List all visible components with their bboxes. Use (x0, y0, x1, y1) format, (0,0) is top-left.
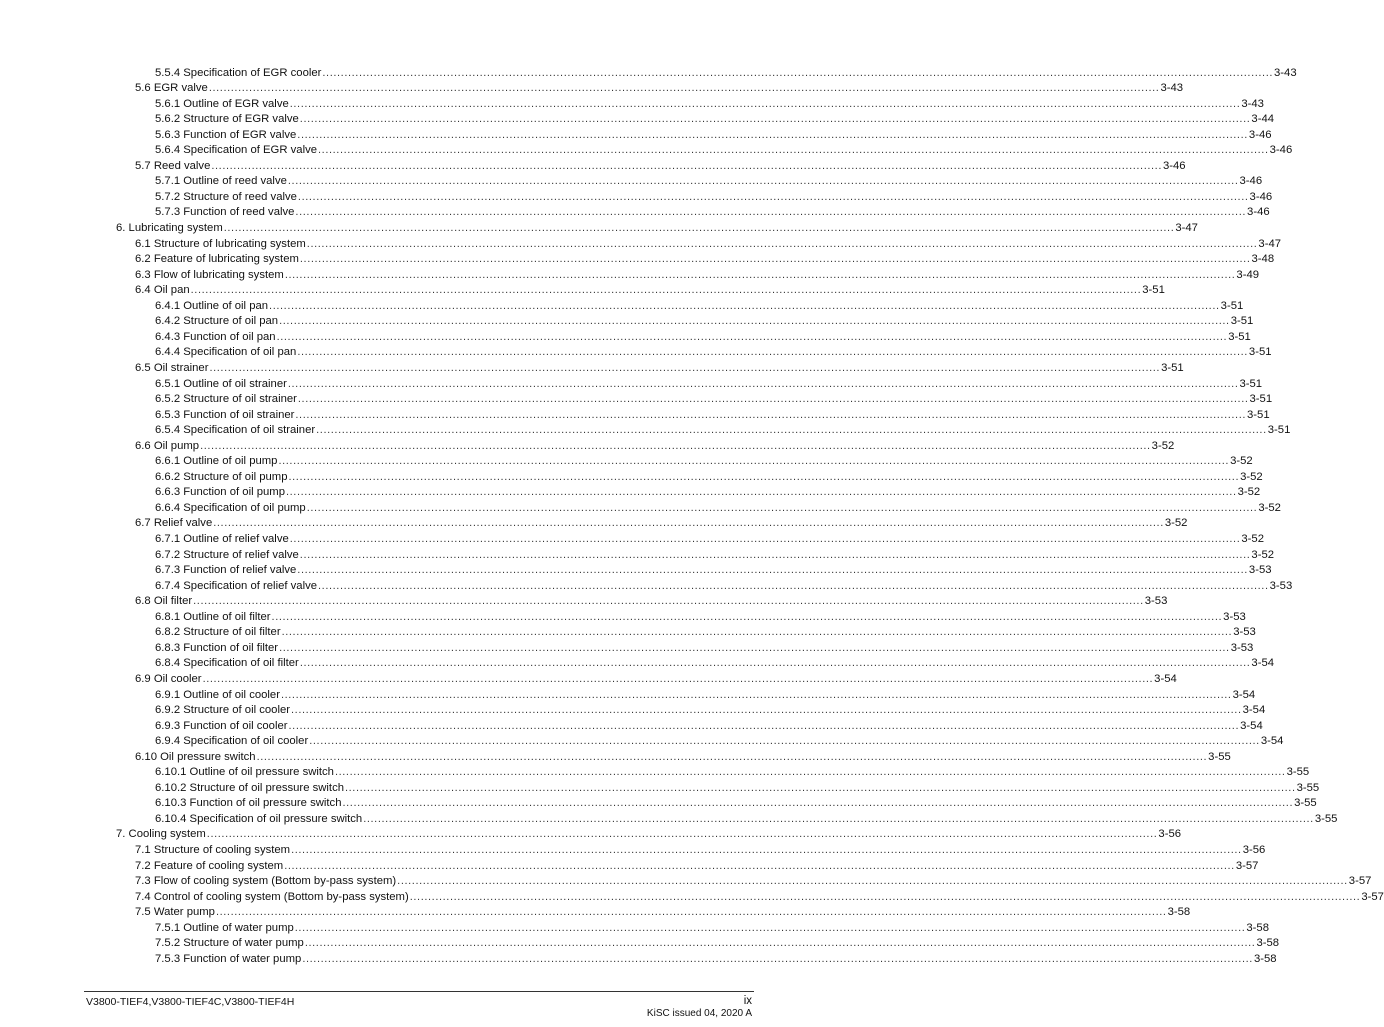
toc-entry-title: 6. Lubricating system (116, 222, 223, 234)
toc-leader-dots: .................................................................................................................................................................................................................................................................... (284, 859, 1235, 872)
toc-entry-page: 3-52 (1258, 501, 1281, 514)
toc-entry[interactable] (155, 795, 1317, 811)
toc-leader-dots: .................................................................................................................................................................................................................................................................... (299, 113, 1251, 126)
toc-entry-page: 3-55 (1314, 812, 1338, 825)
toc-entry-title: 6.5.4 Specification of oil strainer (155, 424, 316, 437)
toc-entry[interactable] (155, 562, 1272, 578)
toc-entry[interactable] (155, 608, 1246, 624)
toc-entry-page: 3-53 (1223, 610, 1246, 623)
toc-entry-title: 6.6 Oil pump (135, 439, 200, 452)
toc-leader-dots: .................................................................................................................................................................................................................................................................... (309, 735, 1260, 748)
toc-entry[interactable] (135, 437, 1175, 453)
toc-entry-title: 5.6.2 Structure of EGR valve (155, 113, 299, 126)
toc-entry-title: 6.4.2 Structure of oil pan (155, 315, 279, 328)
toc-leader-dots: .................................................................................................................................................................................................................................................................... (297, 393, 1249, 406)
toc-entry-page: 3-52 (1240, 470, 1263, 483)
toc-entry-page: 3-52 (1251, 548, 1275, 561)
toc-leader-dots: .................................................................................................................................................................................................................................................................... (409, 890, 1361, 903)
toc-entry-title: 6.8.3 Function of oil filter (155, 641, 279, 654)
toc-entry-page: 3-55 (1208, 750, 1231, 763)
toc-entry-page: 3-52 (1230, 455, 1253, 468)
toc-entry[interactable] (155, 297, 1244, 313)
toc-entry-page: 3-51 (1161, 361, 1184, 374)
toc-entry-title: 6.5.1 Outline of oil strainer (155, 377, 287, 390)
toc-entry-page: 3-57 (1361, 890, 1384, 903)
toc-leader-dots: .................................................................................................................................................................................................................................................................... (211, 159, 1162, 172)
toc-entry-title: 5.7.2 Structure of reed valve (155, 190, 297, 203)
toc-leader-dots: .................................................................................................................................................................................................................................................................... (306, 501, 1258, 514)
toc-entry-page: 3-53 (1269, 579, 1293, 592)
toc-entry-page: 3-51 (1230, 315, 1254, 328)
toc-entry[interactable] (155, 702, 1266, 718)
toc-leader-dots: .................................................................................................................................................................................................................................................................... (316, 424, 1267, 437)
toc-entry[interactable] (155, 624, 1256, 640)
toc-leader-dots: .................................................................................................................................................................................................................................................................... (223, 222, 1175, 234)
toc-entry-page: 3-43 (1274, 66, 1297, 79)
toc-entry-title: 6.7 Relief valve (135, 517, 213, 530)
toc-entry[interactable] (155, 639, 1254, 655)
toc-leader-dots: .................................................................................................................................................................................................................................................................... (280, 688, 1232, 701)
toc-entry[interactable] (155, 313, 1254, 329)
toc-entry-title: 6.1 Structure of lubricating system (135, 237, 306, 250)
footer-page-number: ix (743, 995, 752, 1007)
toc-entry-title: 5.7.3 Function of reed valve (155, 206, 295, 219)
toc-entry-page: 3-53 (1248, 564, 1272, 577)
toc-leader-dots: .................................................................................................................................................................................................................................................................... (397, 875, 1348, 888)
toc-leader-dots: .................................................................................................................................................................................................................................................................... (193, 595, 1144, 608)
toc-entry-page: 3-55 (1296, 781, 1320, 794)
toc-leader-dots: .................................................................................................................................................................................................................................................................... (281, 626, 1233, 639)
toc-entry-page: 3-58 (1167, 906, 1191, 919)
toc-entry[interactable] (135, 515, 1188, 531)
toc-entry[interactable] (155, 717, 1263, 733)
toc-entry-title: 6.5.3 Function of oil strainer (155, 408, 295, 421)
toc-entry[interactable] (155, 499, 1281, 515)
toc-entry-page: 3-56 (1158, 828, 1182, 841)
toc-entry-page: 3-54 (1260, 735, 1284, 748)
toc-leader-dots: .................................................................................................................................................................................................................................................................... (288, 719, 1240, 732)
toc-entry[interactable] (155, 546, 1275, 562)
toc-entry-page: 3-52 (1237, 486, 1261, 499)
toc-entry-title: 6.6.3 Function of oil pump (155, 486, 285, 499)
toc-entry-page: 3-48 (1251, 253, 1275, 266)
toc-entry-page: 3-46 (1249, 190, 1273, 203)
toc-entry-title: 6.9.1 Outline of oil cooler (155, 688, 280, 701)
toc-leader-dots: .................................................................................................................................................................................................................................................................... (318, 144, 1269, 157)
toc-entry-title: 6.10.4 Specification of oil pressure switch (155, 812, 363, 825)
toc-entry-title: 6.8 Oil filter (135, 595, 193, 608)
toc-entry-title: 6.6.2 Structure of oil pump (155, 470, 288, 483)
toc-entry-title: 6.7.2 Structure of relief valve (155, 548, 299, 561)
footer-models: V3800-TIEF4,V3800-TIEF4C,V3800-TIEF4H (86, 996, 295, 1008)
toc-entry-page: 3-54 (1251, 657, 1275, 670)
toc-leader-dots: .................................................................................................................................................................................................................................................................... (276, 330, 1228, 343)
toc-entry[interactable] (155, 655, 1275, 671)
toc-leader-dots: .................................................................................................................................................................................................................................................................... (299, 253, 1251, 266)
toc-entry-title: 6.10 Oil pressure switch (135, 750, 256, 763)
toc-entry-title: 6.2 Feature of lubricating system (135, 253, 299, 266)
toc-entry-page: 3-56 (1242, 844, 1266, 856)
toc-entry-page: 3-52 (1151, 439, 1175, 452)
toc-entry[interactable] (135, 80, 1184, 96)
toc-leader-dots: .................................................................................................................................................................................................................................................................... (200, 439, 1151, 452)
toc-entry-page: 3-52 (1241, 533, 1264, 545)
toc-leader-dots: .................................................................................................................................................................................................................................................................... (286, 486, 1237, 499)
toc-entry[interactable] (155, 484, 1261, 500)
toc-entry[interactable] (116, 220, 1198, 236)
toc-entry[interactable] (135, 873, 1372, 889)
toc-entry-title: 5.6.1 Outline of EGR valve (155, 97, 289, 110)
toc-leader-dots: .................................................................................................................................................................................................................................................................... (297, 128, 1248, 141)
toc-entry-title: 6.9.3 Function of oil cooler (155, 719, 288, 732)
footer-divider (84, 991, 754, 992)
toc-entry[interactable] (135, 359, 1184, 375)
toc-entry-title: 7.5 Water pump (135, 906, 215, 919)
toc-entry[interactable] (155, 935, 1280, 951)
toc-leader-dots: .................................................................................................................................................................................................................................................................... (287, 175, 1239, 188)
toc-entry-title: 6.7.3 Function of relief valve (155, 564, 297, 577)
toc-entry-page: 3-47 (1258, 237, 1282, 250)
toc-entry-title: 7.1 Structure of cooling system (135, 844, 291, 856)
toc-entry-page: 3-58 (1253, 952, 1277, 965)
toc-entry[interactable] (155, 422, 1291, 438)
toc-entry[interactable] (155, 328, 1251, 344)
toc-entry-title: 5.6.3 Function of EGR valve (155, 128, 297, 141)
toc-entry-page: 3-51 (1228, 330, 1251, 343)
toc-leader-dots: .................................................................................................................................................................................................................................................................... (287, 377, 1239, 390)
toc-entry-title: 6.4 Oil pan (135, 284, 190, 297)
toc-entry-title: 6.4.3 Function of oil pan (155, 330, 276, 343)
toc-leader-dots: .................................................................................................................................................................................................................................................................... (318, 579, 1269, 592)
toc-leader-dots: .................................................................................................................................................................................................................................................................... (291, 844, 1242, 856)
toc-leader-dots: .................................................................................................................................................................................................................................................................... (334, 766, 1286, 779)
toc-entry[interactable] (155, 810, 1338, 826)
toc-entry-page: 3-44 (1251, 113, 1275, 126)
toc-entry-page: 3-46 (1239, 175, 1263, 188)
toc-entry-title: 7. Cooling system (116, 828, 206, 841)
toc-entry-title: 6.3 Flow of lubricating system (135, 268, 284, 281)
toc-leader-dots: .................................................................................................................................................................................................................................................................... (345, 781, 1296, 794)
toc-entry[interactable] (155, 950, 1277, 966)
toc-leader-dots: .................................................................................................................................................................................................................................................................... (306, 237, 1258, 250)
toc-entry-title: 7.3 Flow of cooling system (Bottom by-pass system) (135, 875, 397, 888)
toc-leader-dots: .................................................................................................................................................................................................................................................................... (342, 797, 1294, 810)
toc-entry-page: 3-58 (1256, 937, 1280, 950)
toc-entry-title: 7.4 Control of cooling system (Bottom by-pass system) (135, 890, 409, 903)
toc-entry[interactable] (135, 266, 1260, 282)
toc-entry-page: 3-46 (1269, 144, 1293, 157)
toc-entry[interactable] (135, 282, 1165, 298)
toc-entry-title: 6.9.4 Specification of oil cooler (155, 735, 309, 748)
toc-entry-page: 3-54 (1154, 672, 1177, 685)
toc-entry-page: 3-46 (1248, 128, 1272, 141)
toc-entry-page: 3-53 (1233, 626, 1256, 639)
toc-entry[interactable] (155, 779, 1320, 795)
toc-entry-page: 3-52 (1164, 517, 1188, 530)
toc-leader-dots: .................................................................................................................................................................................................................................................................... (284, 268, 1236, 281)
toc-entry-title: 5.5.4 Specification of EGR cooler (155, 66, 322, 79)
toc-entry-page: 3-51 (1247, 408, 1270, 421)
toc-entry[interactable] (155, 733, 1284, 749)
toc-entry-page: 3-54 (1242, 704, 1266, 717)
toc-leader-dots: .................................................................................................................................................................................................................................................................... (297, 564, 1248, 577)
toc-entry[interactable] (155, 453, 1253, 469)
toc-entry-page: 3-51 (1220, 299, 1244, 312)
toc-entry[interactable] (155, 468, 1263, 484)
toc-leader-dots: .................................................................................................................................................................................................................................................................... (213, 517, 1164, 530)
toc-leader-dots: .................................................................................................................................................................................................................................................................... (256, 750, 1208, 763)
toc-entry-page: 3-49 (1236, 268, 1260, 281)
toc-entry-title: 6.10.1 Outline of oil pressure switch (155, 766, 334, 779)
toc-leader-dots: .................................................................................................................................................................................................................................................................... (299, 657, 1251, 670)
toc-leader-dots: .................................................................................................................................................................................................................................................................... (278, 455, 1230, 468)
toc-leader-dots: .................................................................................................................................................................................................................................................................... (302, 952, 1253, 965)
toc-leader-dots: .................................................................................................................................................................................................................................................................... (190, 284, 1142, 297)
toc-entry[interactable] (155, 406, 1270, 422)
toc-entry-page: 3-46 (1247, 206, 1270, 219)
toc-leader-dots: .................................................................................................................................................................................................................................................................... (294, 921, 1246, 934)
toc-leader-dots: .................................................................................................................................................................................................................................................................... (206, 828, 1158, 841)
toc-leader-dots: .................................................................................................................................................................................................................................................................... (202, 672, 1154, 685)
toc-entry[interactable] (116, 826, 1182, 842)
toc-entry-page: 3-54 (1240, 719, 1263, 732)
toc-entry-title: 6.10.3 Function of oil pressure switch (155, 797, 342, 810)
toc-entry[interactable] (155, 686, 1256, 702)
toc-entry-title: 6.5.2 Structure of oil strainer (155, 393, 297, 406)
toc-entry-page: 3-47 (1175, 222, 1198, 234)
toc-entry-title: 7.5.2 Structure of water pump (155, 937, 304, 950)
toc-entry[interactable] (135, 235, 1282, 251)
toc-entry-title: 5.6 EGR valve (135, 82, 208, 95)
toc-entry-page: 3-46 (1162, 159, 1186, 172)
toc-entry-title: 6.8.4 Specification of oil filter (155, 657, 299, 670)
toc-entry[interactable] (135, 842, 1266, 858)
toc-entry-page: 3-54 (1232, 688, 1256, 701)
toc-leader-dots: .................................................................................................................................................................................................................................................................... (297, 190, 1249, 203)
toc-entry-page: 3-53 (1144, 595, 1168, 608)
footer-issued: KiSC issued 04, 2020 A (646, 1008, 752, 1019)
toc-entry-page: 3-53 (1230, 641, 1254, 654)
toc-entry-page: 3-57 (1235, 859, 1259, 872)
toc-leader-dots: .................................................................................................................................................................................................................................................................... (279, 641, 1230, 654)
toc-entry-title: 6.9.2 Structure of oil cooler (155, 704, 291, 717)
toc-leader-dots: .................................................................................................................................................................................................................................................................... (289, 97, 1241, 110)
toc-leader-dots: .................................................................................................................................................................................................................................................................... (288, 470, 1240, 483)
toc-entry-page: 3-51 (1249, 393, 1273, 406)
toc-entry[interactable] (155, 126, 1272, 142)
toc-entry-title: 6.8.2 Structure of oil filter (155, 626, 281, 639)
toc-leader-dots: .................................................................................................................................................................................................................................................................... (295, 408, 1247, 421)
toc-entry-title: 7.2 Feature of cooling system (135, 859, 284, 872)
toc-entry[interactable] (155, 344, 1272, 360)
toc-entry[interactable] (135, 157, 1186, 173)
toc-entry[interactable] (155, 531, 1264, 547)
toc-entry-title: 6.5 Oil strainer (135, 361, 209, 374)
toc-leader-dots: .................................................................................................................................................................................................................................................................... (208, 82, 1160, 95)
toc-entry[interactable] (155, 391, 1273, 407)
toc-entry[interactable] (155, 764, 1310, 780)
toc-entry[interactable] (155, 95, 1264, 111)
toc-leader-dots: .................................................................................................................................................................................................................................................................... (297, 346, 1248, 359)
toc-leader-dots: .................................................................................................................................................................................................................................................................... (291, 704, 1242, 717)
toc-entry-page: 3-51 (1239, 377, 1263, 390)
toc-entry-page: 3-51 (1267, 424, 1291, 437)
toc-entry-title: 6.10.2 Structure of oil pressure switch (155, 781, 344, 794)
toc-entry[interactable] (155, 204, 1270, 220)
toc-entry-title: 6.6.1 Outline of oil pump (155, 455, 278, 468)
toc-leader-dots: .................................................................................................................................................................................................................................................................... (322, 66, 1274, 79)
toc-entry[interactable] (135, 670, 1177, 686)
toc-leader-dots: .................................................................................................................................................................................................................................................................... (215, 906, 1167, 919)
toc-entry[interactable] (155, 919, 1270, 935)
toc-entry-page: 3-57 (1348, 875, 1372, 888)
toc-entry-title: 6.9 Oil cooler (135, 672, 202, 685)
toc-entry-page: 3-43 (1160, 82, 1184, 95)
toc-entry[interactable] (155, 188, 1273, 204)
toc-entry-title: 6.4.4 Specification of oil pan (155, 346, 297, 359)
toc-entry[interactable] (155, 173, 1263, 189)
toc-entry-page: 3-58 (1246, 921, 1270, 934)
toc-entry-title: 5.6.4 Specification of EGR valve (155, 144, 318, 157)
toc-entry-page: 3-55 (1294, 797, 1317, 810)
toc-entry-title: 6.6.4 Specification of oil pump (155, 501, 306, 514)
toc-leader-dots: .................................................................................................................................................................................................................................................................... (269, 299, 1220, 312)
toc-entry[interactable] (155, 111, 1275, 127)
toc-entry-title: 6.4.1 Outline of oil pan (155, 299, 269, 312)
toc-entry[interactable] (155, 375, 1263, 391)
toc-leader-dots: .................................................................................................................................................................................................................................................................... (271, 610, 1223, 623)
toc-entry-title: 6.7.1 Outline of relief valve (155, 533, 289, 545)
toc-entry-title: 6.8.1 Outline of oil filter (155, 610, 271, 623)
toc-entry-page: 3-43 (1241, 97, 1264, 110)
toc-entry[interactable] (155, 142, 1293, 158)
toc-leader-dots: .................................................................................................................................................................................................................................................................... (363, 812, 1314, 825)
toc-entry-page: 3-55 (1286, 766, 1310, 779)
toc-entry[interactable] (135, 857, 1259, 873)
toc-entry[interactable] (135, 748, 1231, 764)
toc-entry[interactable] (155, 64, 1297, 80)
toc-entry[interactable] (135, 904, 1191, 920)
toc-entry-title: 5.7.1 Outline of reed valve (155, 175, 287, 188)
toc-entry[interactable] (135, 593, 1168, 609)
toc-leader-dots: .................................................................................................................................................................................................................................................................... (304, 937, 1256, 950)
toc-leader-dots: .................................................................................................................................................................................................................................................................... (289, 533, 1241, 545)
toc-entry-page: 3-51 (1142, 284, 1165, 297)
toc-leader-dots: .................................................................................................................................................................................................................................................................... (295, 206, 1247, 219)
toc-leader-dots: .................................................................................................................................................................................................................................................................... (209, 361, 1161, 374)
toc-entry-title: 7.5.1 Outline of water pump (155, 921, 294, 934)
toc-entry[interactable] (135, 888, 1384, 904)
toc-entry-title: 7.5.3 Function of water pump (155, 952, 302, 965)
toc-leader-dots: .................................................................................................................................................................................................................................................................... (299, 548, 1251, 561)
toc-entry[interactable] (155, 577, 1293, 593)
toc-entry[interactable] (135, 251, 1275, 267)
toc-leader-dots: .................................................................................................................................................................................................................................................................... (279, 315, 1230, 328)
toc-entry-page: 3-51 (1248, 346, 1272, 359)
toc-entry-title: 5.7 Reed valve (135, 159, 211, 172)
toc-entry-title: 6.7.4 Specification of relief valve (155, 579, 318, 592)
